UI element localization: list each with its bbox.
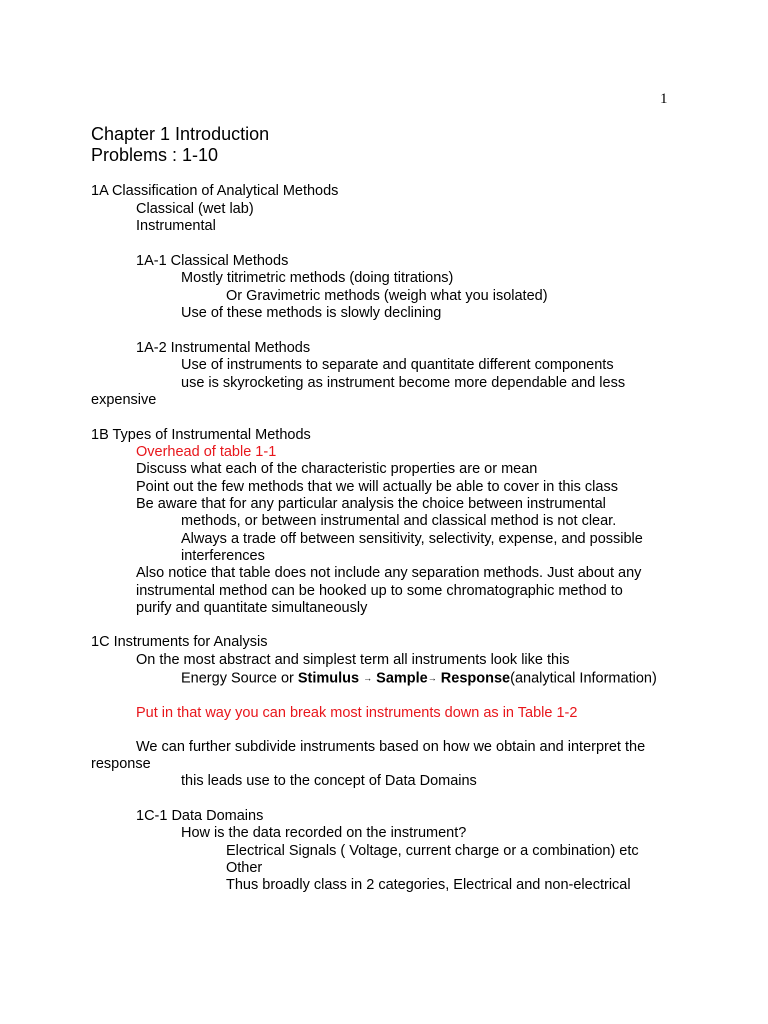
text-line: Use of these methods is slowly declining [181,305,442,321]
text-line: How is the data recorded on the instrument? [181,825,467,841]
text-line: Or Gravimetric methods (weigh what you isolated) [226,288,548,304]
section-heading-1c: 1C Instruments for Analysis [91,634,268,650]
subsection-heading-1a-2: 1A-2 Instrumental Methods [136,340,311,356]
text-line: methods, or between instrumental and classical method is not clear. [181,513,617,529]
text-line: Classical (wet lab) [136,201,254,217]
text-line: Instrumental [136,218,216,234]
problems-line: Problems : 1-10 [91,145,219,165]
arrow-icon: → [427,673,437,683]
section-heading-1b: 1B Types of Instrumental Methods [91,427,311,443]
flow-stimulus: Stimulus [297,670,360,687]
page-number: 1 [660,91,668,107]
note-red: Overhead of table 1-1 [136,444,277,460]
instrument-flow-line [181,670,657,687]
text-line: Also notice that table does not include any separation methods. Just about any [136,565,642,581]
text-line: Use of instruments to separate and quantitate different components [181,357,614,373]
text-line: interferences [181,548,265,564]
text-line: this leads use to the concept of Data Domains [181,773,477,789]
flow-prefix: Energy Source or [181,670,298,687]
text-line: expensive [91,392,157,408]
text-line: On the most abstract and simplest term all instruments look like this [136,652,570,668]
text-line: Other [226,860,263,876]
note-red: Put in that way you can break most instruments down as in Table 1-2 [136,705,578,721]
text-line: Mostly titrimetric methods (doing titrations) [181,270,454,286]
arrow-icon: → [363,673,373,683]
text-line: Discuss what each of the characteristic properties are or mean [136,461,538,477]
text-line: response [91,756,151,772]
text-line: use is skyrocketing as instrument become more dependable and less [181,375,626,391]
section-heading-1a: 1A Classification of Analytical Methods [91,183,339,199]
flow-response: Response [440,670,511,687]
text-line: Electrical Signals ( Voltage, current charge or a combination) etc [226,843,639,859]
text-line: Point out the few methods that we will actually be able to cover in this class [136,479,618,495]
text-line: instrumental method can be hooked up to some chromatographic method to [136,583,623,599]
text-line: Always a trade off between sensitivity, selectivity, expense, and possible [181,531,643,547]
text-line: purify and quantitate simultaneously [136,600,368,616]
chapter-title [91,124,269,166]
flow-suffix: (analytical Information) [510,670,657,687]
text-line: Be aware that for any particular analysis the choice between instrumental [136,496,606,512]
chapter-title-line: Chapter 1 Introduction [91,124,270,144]
text-line: Thus broadly class in 2 categories, Electrical and non-electrical [226,877,631,893]
text-line: We can further subdivide instruments based on how we obtain and interpret the [136,739,646,755]
subsection-heading-1a-1: 1A-1 Classical Methods [136,253,289,269]
subsection-heading-1c-1: 1C-1 Data Domains [136,808,264,824]
flow-sample: Sample [376,670,428,687]
